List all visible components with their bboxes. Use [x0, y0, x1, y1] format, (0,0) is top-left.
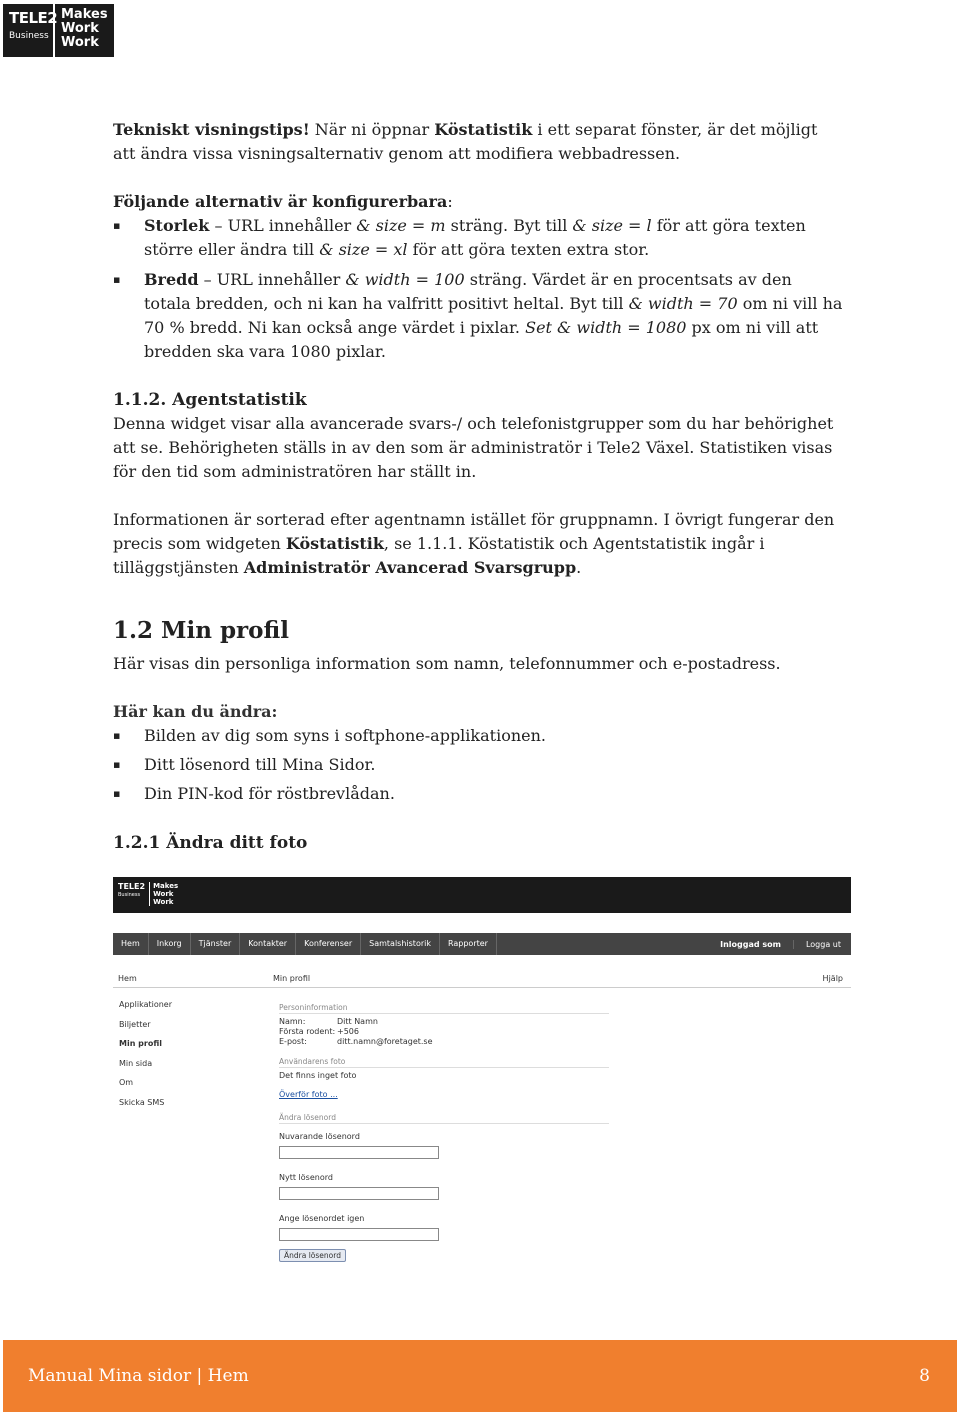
option-text: om ni vill ha 70 % bredd. Ni kan också ange värdet i pixlar.	[144, 294, 843, 337]
change-item: ▪ Ditt lösenord till Mina Sidor.	[113, 753, 843, 777]
footer-title: Manual Mina sidor | Hem	[28, 1366, 249, 1386]
option-text: px om ni vill att bredden ska vara 1080 pixlar.	[144, 318, 819, 361]
agent-text: .	[576, 558, 582, 577]
current-password-input[interactable]	[279, 1146, 439, 1159]
screenshot-logo-text: TELE2	[118, 882, 146, 891]
option-code: & width = 100	[345, 270, 465, 289]
photo-heading: 1.2.1 Ändra ditt foto	[113, 833, 308, 853]
option-code: & size = m	[356, 216, 446, 235]
repeat-password-label: Ange lösenordet igen	[279, 1214, 365, 1223]
info-value: Ditt Namn	[337, 1017, 378, 1026]
logo-sub: Business	[9, 31, 49, 41]
agent-heading: 1.1.2. Agentstatistik	[113, 390, 307, 410]
agent-text: , se 1.1.1. Köstatistik och Agentstatistik ingår i tilläggstjänsten	[113, 534, 765, 577]
screenshot-logo-tagline	[150, 882, 178, 906]
logged-in-status: Inloggad som	[720, 939, 781, 949]
sidebar-item-my-page[interactable]: Min sida	[119, 1058, 153, 1068]
screenshot-tagline: Makes	[153, 882, 179, 890]
option-size	[113, 214, 843, 262]
option-text: – URL innehåller	[198, 270, 346, 289]
screenshot-logo-brand	[118, 882, 150, 906]
password-section-title: Ändra lösenord	[279, 1113, 609, 1124]
option-text: – URL innehåller	[209, 216, 357, 235]
info-row-first	[279, 1027, 839, 1037]
repeat-password-input[interactable]	[279, 1228, 439, 1241]
options-list	[113, 214, 843, 364]
logo-brand-block	[3, 4, 58, 57]
photo-section-title: Användarens foto	[279, 1057, 609, 1068]
info-key: E-post:	[279, 1037, 307, 1046]
screenshot-tagline: Work	[153, 898, 174, 906]
option-name: Bredd	[144, 270, 199, 289]
document-body	[113, 118, 843, 855]
option-code: & size = xl	[319, 240, 408, 259]
option-code: & width = 70	[628, 294, 738, 313]
nav-item-inbox[interactable]: Inkorg	[149, 933, 191, 955]
sidebar-item-about[interactable]: Om	[119, 1078, 134, 1087]
logout-link[interactable]: Logga ut	[793, 940, 851, 949]
page-number: 8	[919, 1366, 930, 1386]
agent-paragraph-2	[113, 508, 843, 580]
option-text: för att göra texten extra stor.	[407, 240, 650, 259]
change-item: ▪ Bilden av dig som syns i softphone-applikationen.	[113, 724, 843, 748]
nav-item-call-history[interactable]: Samtalshistorik	[361, 933, 440, 955]
agent-bold: Administratör Avancerad Svarsgrupp	[243, 558, 577, 577]
config-heading	[113, 190, 843, 214]
option-name: Storlek	[144, 216, 210, 235]
help-link[interactable]: Hjälp	[822, 974, 843, 983]
option-text: sträng. Värdet är en procentsats av den totala bredden, och ni kan ha valfritt positivt heltal. Byt till	[144, 270, 792, 313]
logo-tagline-2: Work	[61, 21, 99, 36]
option-text: sträng. Byt till	[445, 216, 573, 235]
sidebar-item-send-sms[interactable]: Skicka SMS	[119, 1097, 165, 1107]
profile-intro: Här visas din personliga information som namn, telefonnummer och e-postadress.	[113, 654, 781, 673]
logo-tagline	[55, 4, 108, 57]
screenshot-profile-form	[279, 1003, 839, 1262]
tip-text: När ni öppnar	[309, 120, 435, 139]
agent-bold: Köstatistik	[285, 534, 384, 553]
info-value: ditt.namn@foretaget.se	[337, 1037, 433, 1046]
tip-paragraph	[113, 118, 843, 166]
screenshot-tagline: Work	[153, 890, 174, 898]
agent-text: Informationen är sorterad efter agentnamn istället för gruppnamn. I övrigt fungerar den precis som widgeten	[113, 510, 835, 553]
page-footer	[3, 1340, 957, 1412]
nav-item-services[interactable]: Tjänster	[191, 933, 241, 955]
config-colon: :	[447, 192, 453, 211]
screenshot-nav-bar	[113, 933, 851, 955]
logo-brand: TELE2	[9, 9, 58, 27]
nav-item-reports[interactable]: Rapporter	[440, 933, 497, 955]
nav-item-contacts[interactable]: Kontakter	[240, 933, 296, 955]
nav-item-home[interactable]: Hem	[113, 933, 149, 955]
option-text: för att göra texten större eller ändra till	[144, 216, 806, 259]
profile-heading: 1.2 Min profil	[113, 617, 289, 644]
profile-screenshot	[113, 877, 851, 1285]
tip-text-2: i ett separat fönster, är det möjligt att ändra vissa visningsalternativ genom att modifiera webbadressen.	[113, 120, 818, 163]
change-password-button[interactable]: Ändra lösenord	[279, 1249, 346, 1262]
tip-bold: Köstatistik	[434, 120, 533, 139]
new-password-input[interactable]	[279, 1187, 439, 1200]
no-photo-text: Det finns inget foto	[279, 1071, 357, 1080]
change-item: ▪ Din PIN-kod för röstbrevlådan.	[113, 782, 843, 806]
tele2-logo	[3, 4, 114, 57]
screenshot-logo	[118, 882, 178, 906]
current-password-label: Nuvarande lösenord	[279, 1132, 360, 1141]
screenshot-divider	[113, 987, 851, 988]
info-row-name	[279, 1017, 839, 1027]
screenshot-page-title: Min profil	[273, 974, 311, 983]
change-list	[113, 724, 843, 806]
sidebar-item-tickets[interactable]: Biljetter	[119, 1019, 151, 1029]
option-code: & size = l	[572, 216, 652, 235]
sidebar-item-my-profile[interactable]: Min profil	[119, 1039, 163, 1048]
breadcrumb-home[interactable]: Hem	[118, 974, 137, 983]
logo-tagline-3: Work	[61, 35, 99, 50]
option-width	[113, 268, 843, 364]
config-label: Följande alternativ är konfigurerbara	[113, 192, 448, 211]
info-row-email	[279, 1037, 839, 1047]
change-label: Här kan du ändra:	[113, 702, 278, 721]
upload-photo-link[interactable]: Överför foto ...	[279, 1090, 338, 1099]
personal-info-title: Personinformation	[279, 1003, 609, 1014]
info-key: Första rodent:	[279, 1027, 336, 1036]
screenshot-header	[113, 877, 851, 913]
agent-paragraph-1: Denna widget visar alla avancerade svars-/ och telefonistgrupper som du har behörighet att se. Behörigheten ställs in av den som är administratör i Tele2 Växel. Statistiken visas för den tid som administratören har ställt in.	[113, 414, 834, 481]
screenshot-sidebar	[119, 995, 172, 1112]
sidebar-item-applications[interactable]: Applikationer	[119, 1000, 173, 1009]
info-value: +506	[337, 1027, 359, 1036]
info-key: Namn:	[279, 1017, 306, 1026]
option-code: Set & width = 1080	[525, 318, 687, 337]
screenshot-logo-sub: Business	[118, 892, 141, 898]
logo-tagline-1: Makes	[61, 7, 108, 22]
nav-item-conferences[interactable]: Konferenser	[296, 933, 361, 955]
tip-label: Tekniskt visningstips!	[113, 120, 310, 139]
new-password-label: Nytt lösenord	[279, 1173, 333, 1182]
